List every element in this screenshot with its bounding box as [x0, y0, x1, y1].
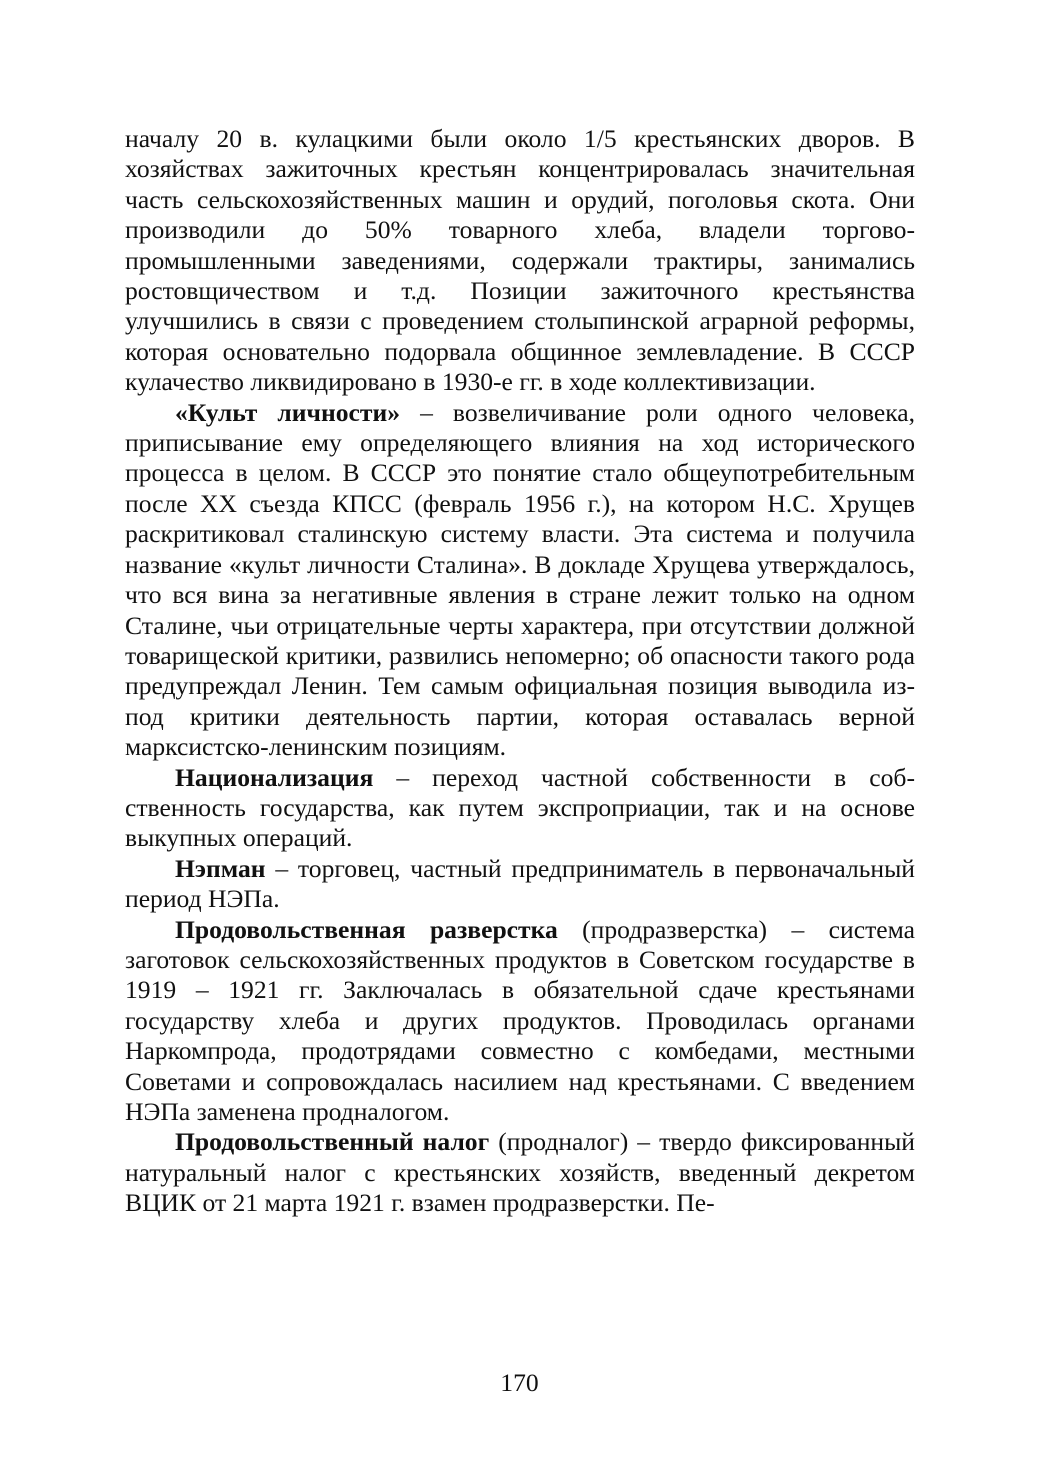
term-heading: Нэпман	[175, 853, 266, 883]
paragraph-text: – торговец, частный предприниматель в первоначальный период НЭПа.	[125, 853, 915, 914]
paragraph-cult-of-personality	[125, 398, 915, 763]
term-heading: Продовольственная разверстка	[175, 914, 558, 944]
paragraph-text: – переход частной собственности в собственность государства, как путем экспроприации, так и на основе выкупных операций.	[125, 762, 915, 853]
paragraph-prodnalog	[125, 1127, 915, 1218]
page-number: 170	[500, 1368, 539, 1397]
term-heading: Национализация	[175, 762, 374, 792]
term-heading: «Культ личности»	[175, 397, 400, 427]
paragraph-continuation-kulaks	[125, 124, 915, 398]
paragraph-text: началу 20 в. кулацкими были около 1/5 крестьянских дворов. В хозяйствах зажиточных крестьян концентрировалась значительная часть сельскохозяйственных машин и орудий, поголовья скота. Они производили до 50% товарного хлеба, владели торгово-промышленными заведениями, содержали трактиры, занимались ростовщичеством и т.д. Позиции зажиточного крестьянства улучшились в связи с проведением столыпинской аграрной реформы, которая основательно подорвала общинное землевладение. В СССР кулачество ликвидировано в 1930-е гг. в ходе коллективизации.	[125, 124, 915, 397]
paragraph-nepman	[125, 854, 915, 915]
page-body	[125, 124, 915, 1219]
paragraph-nationalization	[125, 763, 915, 854]
term-heading: Продовольственный налог	[175, 1127, 490, 1157]
paragraph-prodrazverstka	[125, 915, 915, 1128]
paragraph-text: (продналог) – твердо фиксированный натуральный налог с крестьянских хозяйств, введенный декретом ВЦИК от 21 марта 1921 г. взамен продразверстки. Пе-	[125, 1127, 915, 1218]
paragraph-text: – возвеличивание роли одного человека, приписывание ему определяющего влияния на ход исторического процесса в целом. В СССР это понятие стало общеупотребительным после XX съезда КПСС (февраль 1956 г.), на котором Н.С. Хрущев раскритиковал сталинскую систему власти. Эта система и получила название «культ личности Сталина». В докладе Хрущева утверждалось, что вся вина за негативные явления в стране лежит только на одном Сталине, чьи отрицательные черты характера, при отсутствии должной товарищеской критики, развились непомерно; об опасности такого рода предупреждал Ленин. Тем самым официальная позиция выводила из-под критики деятельность партии, которая оставалась верной марксистско-ленинским позициям.	[125, 397, 915, 762]
paragraph-text: (продразверстка) – система заготовок сельскохозяйственных продуктов в Советском государстве в 1919 – 1921 гг. Заключалась в обязательной сдаче крестьянами государству хлеба и других продуктов. Проводилась органами Наркомпрода, продотрядами совместно с комбедами, местными Советами и сопровождалась насилием над крестьянами. С введением НЭПа заменена продналогом.	[125, 914, 915, 1126]
